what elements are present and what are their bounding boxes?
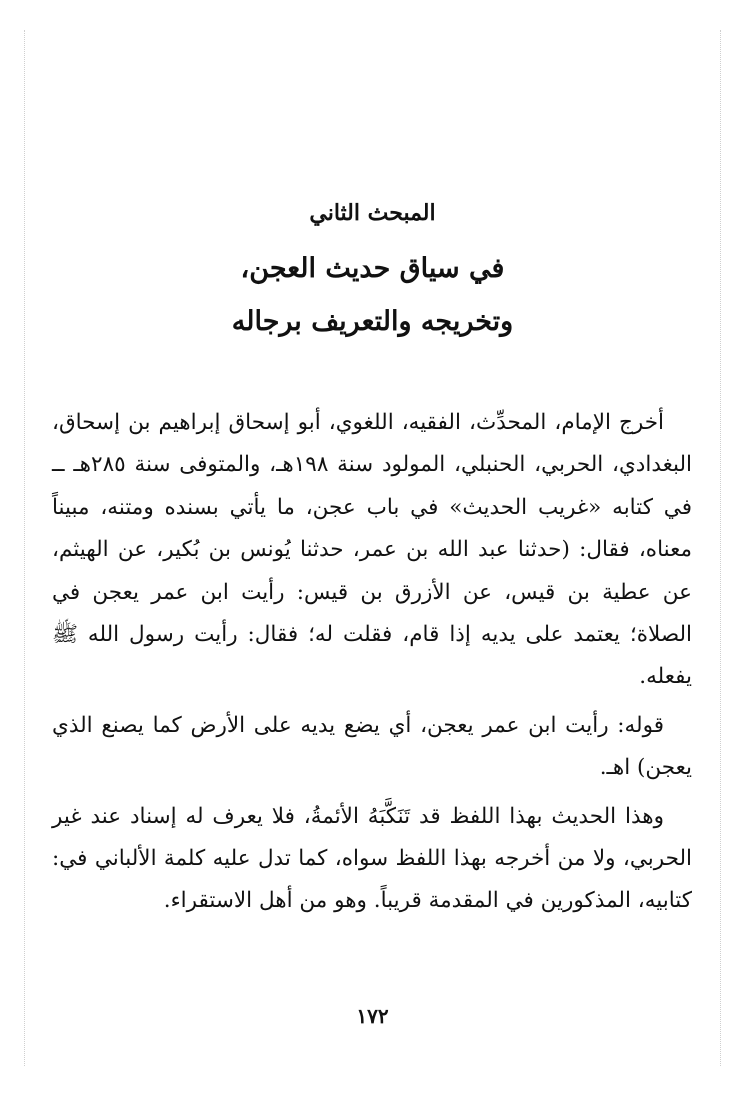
chapter-title-line-2: وتخريجه والتعريف برجاله: [231, 306, 514, 337]
section-label: المبحث الثاني: [309, 200, 436, 226]
paragraph-text: أخرج الإمام، المحدِّث، الفقيه، اللغوي، أبو إسحاق إبراهيم بن إسحاق، البغدادي، الحربي، الحنبلي، المولود سنة ١٩٨هـ، والمتوفى سنة ٢٨٥هـ ــ في كتابه «غريب الحديث» في باب عجن، ما يأتي بسنده ومتنه، مبيناً معناه، فقال: (حدثنا عبد الله بن عمر، حدثنا يُونس بن بُكير، عن الهيثم، عن عطية بن قيس، عن الأزرق بن قيس: رأيت ابن عمر يعجن في الصلاة؛ يعتمد على يديه إذا قام، فقلت له؛ فقال: رأيت رسول الله ﷺ يفعله.: [52, 410, 692, 690]
body-text: [52, 402, 692, 923]
paragraph: [52, 402, 692, 699]
paragraph: [52, 796, 692, 923]
paragraph: [52, 705, 692, 790]
right-margin-guide: [720, 30, 721, 1066]
chapter-title-line-1: في سياق حديث العجن،: [240, 253, 505, 284]
left-margin-guide: [24, 30, 25, 1066]
page-number: ١٧٢: [356, 1004, 389, 1028]
paragraph-text: قوله: رأيت ابن عمر يعجن، أي يضع يديه على الأرض كما يصنع الذي يعجن) اهـ.: [52, 712, 692, 781]
paragraph-text: وهذا الحديث بهذا اللفظ قد تَنَكَّبَهُ الأئمةُ، فلا يعرف له إسناد عند غير الحربي، ولا من أخرجه بهذا اللفظ سواه، كما تدل عليه كلمة الألباني في: كتابيه، المذكورين في المقدمة قريباً. وهو من أهل الاستقراء.: [52, 803, 692, 914]
